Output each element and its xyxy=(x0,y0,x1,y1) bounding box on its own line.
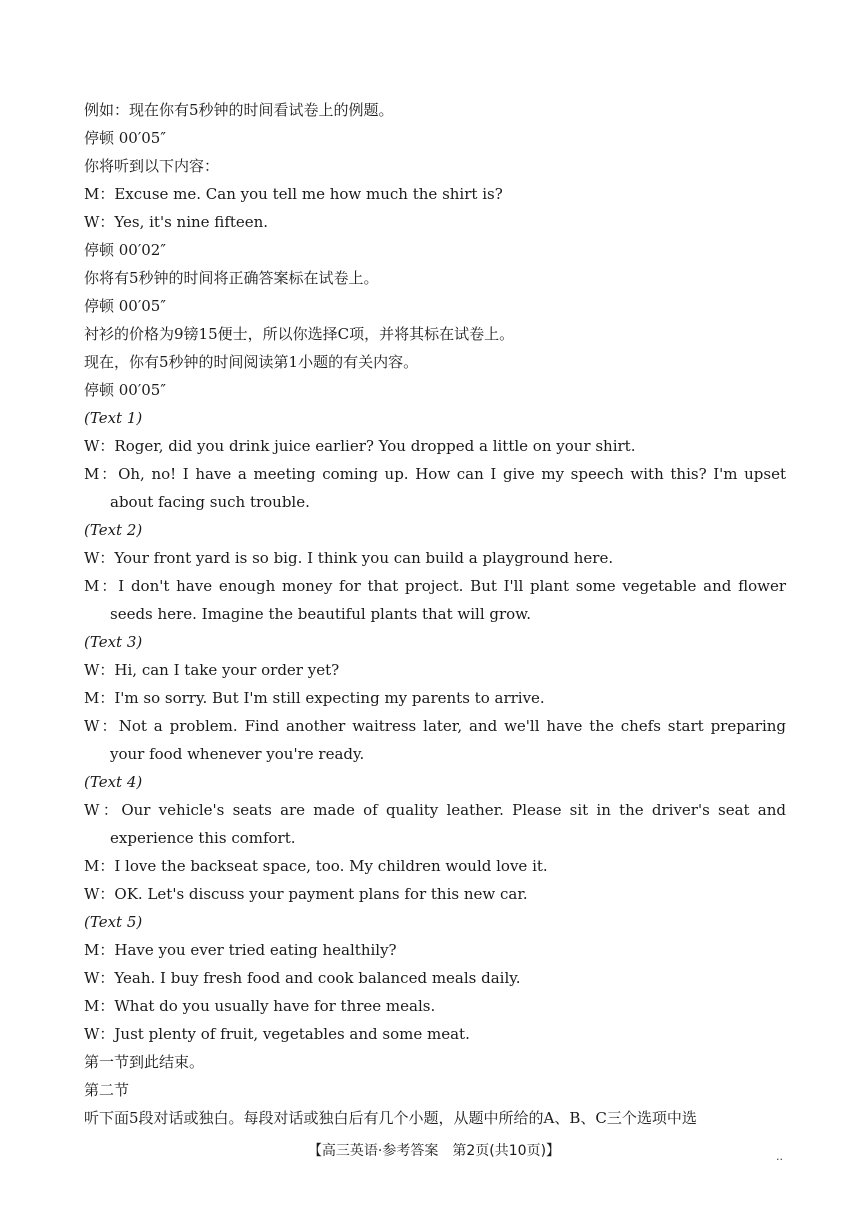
dialogue-line xyxy=(84,460,786,516)
dialogue-line xyxy=(84,656,786,684)
speaker-label: W： xyxy=(84,717,119,735)
speaker-label: M： xyxy=(84,577,119,595)
dialogue-text: Your front yard is so big. I think you can build a playground here. xyxy=(114,549,614,567)
dialogue-line xyxy=(84,544,786,572)
dialogue-line xyxy=(84,712,786,768)
dialogue-text: What do you usually have for three meals. xyxy=(114,997,436,1015)
speaker-label: W： xyxy=(84,969,115,987)
instruction-line: 第二节 xyxy=(84,1081,130,1099)
instruction-line: 停顿 00′05″ xyxy=(84,297,166,315)
dialogue-text: Our vehicle's seats are made of quality leather. Please sit in the driver's seat and experience this comfort. xyxy=(110,801,786,847)
instruction-line: 衬衫的价格为9镑15便士，所以你选择C项，并将其标在试卷上。 xyxy=(84,325,515,343)
dialogue-text: Roger, did you drink juice earlier? You dropped a little on your shirt. xyxy=(114,437,636,455)
dialogue-text: I'm so sorry. But I'm still expecting my parents to arrive. xyxy=(114,689,545,707)
dialogue-text: OK. Let's discuss your payment plans for this new car. xyxy=(114,885,528,903)
dialogue-line xyxy=(84,796,786,852)
instruction-line: 停顿 00′05″ xyxy=(84,129,166,147)
speaker-label: W： xyxy=(84,801,122,819)
dialogue-text: Have you ever tried eating healthily? xyxy=(114,941,397,959)
dialogue-line xyxy=(84,936,786,964)
dialogue-text: I love the backseat space, too. My children would love it. xyxy=(114,857,548,875)
speaker-label: W： xyxy=(84,213,115,231)
speaker-label: W： xyxy=(84,1025,115,1043)
text-number-label: (Text 4) xyxy=(84,773,143,791)
speaker-label: M： xyxy=(84,689,115,707)
speaker-label: W： xyxy=(84,885,115,903)
dialogue-line xyxy=(84,992,786,1020)
dialogue-text: Hi, can I take your order yet? xyxy=(114,661,340,679)
text-number-label: (Text 1) xyxy=(84,409,143,427)
speaker-label: M： xyxy=(84,185,115,203)
dialogue-text: Just plenty of fruit, vegetables and some meat. xyxy=(114,1025,470,1043)
dialogue-text: Yeah. I buy fresh food and cook balanced meals daily. xyxy=(114,969,521,987)
instruction-line: 第一节到此结束。 xyxy=(84,1053,205,1071)
dialogue-line xyxy=(84,684,786,712)
corner-mark: .. xyxy=(776,1150,783,1163)
dialogue-text: I don't have enough money for that project. But I'll plant some vegetable and flower seeds here. Imagine the beautiful plants that will grow. xyxy=(110,577,786,623)
instruction-line: 停顿 00′02″ xyxy=(84,241,166,259)
dialogue-text: Oh, no! I have a meeting coming up. How can I give my speech with this? I'm upset about facing such trouble. xyxy=(110,465,787,511)
speaker-label: M： xyxy=(84,997,115,1015)
dialogue-text: Yes, it's nine fifteen. xyxy=(114,213,269,231)
dialogue-text: Not a problem. Find another waitress later, and we'll have the chefs start preparing your food whenever you're ready. xyxy=(110,717,786,763)
instruction-line: 听下面5段对话或独白。每段对话或独白后有几个小题，从题中所给的A、B、C三个选项中选 xyxy=(84,1109,697,1127)
speaker-label: M： xyxy=(84,857,115,875)
dialogue-line xyxy=(84,208,786,236)
instruction-line: 你将听到以下内容： xyxy=(84,157,220,175)
dialogue-line xyxy=(84,572,786,628)
speaker-label: W： xyxy=(84,661,115,679)
text-number-label: (Text 5) xyxy=(84,913,143,931)
dialogue-line xyxy=(84,432,786,460)
instruction-line: 例如：现在你有5秒钟的时间看试卷上的例题。 xyxy=(84,101,394,119)
text-number-label: (Text 2) xyxy=(84,521,143,539)
speaker-label: W： xyxy=(84,549,115,567)
dialogue-line xyxy=(84,852,786,880)
speaker-label: M： xyxy=(84,465,119,483)
dialogue-line xyxy=(84,964,786,992)
dialogue-line xyxy=(84,180,786,208)
answer-script-body xyxy=(84,96,786,1132)
dialogue-text: Excuse me. Can you tell me how much the shirt is? xyxy=(114,185,503,203)
page-footer: 【高三英语·参考答案 第2页(共10页)】 xyxy=(307,1143,561,1159)
speaker-label: W： xyxy=(84,437,115,455)
dialogue-line xyxy=(84,1020,786,1048)
speaker-label: M： xyxy=(84,941,115,959)
instruction-line: 停顿 00′05″ xyxy=(84,381,166,399)
dialogue-line xyxy=(84,880,786,908)
instruction-line: 你将有5秒钟的时间将正确答案标在试卷上。 xyxy=(84,269,379,287)
text-number-label: (Text 3) xyxy=(84,633,143,651)
instruction-line: 现在，你有5秒钟的时间阅读第1小题的有关内容。 xyxy=(84,353,419,371)
